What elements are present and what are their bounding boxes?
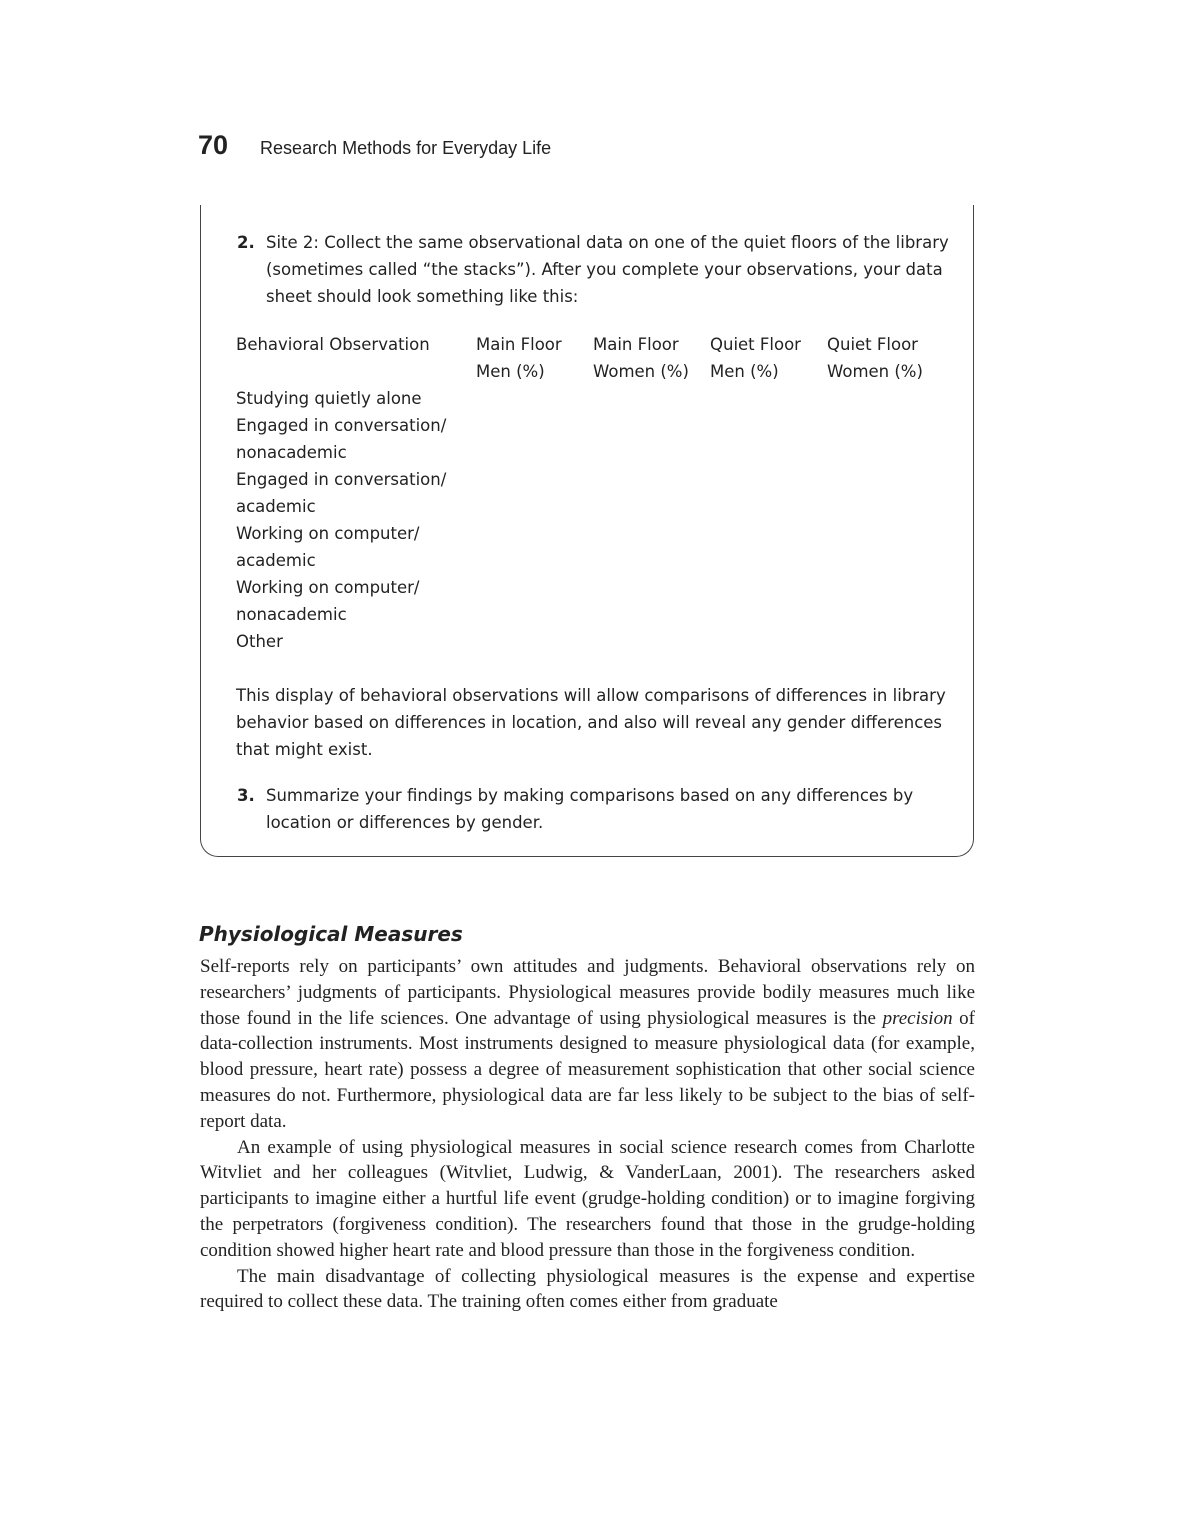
book-title: Research Methods for Everyday Life xyxy=(260,138,552,158)
section-body xyxy=(200,954,975,1315)
data-sheet-header xyxy=(236,331,956,385)
table-row: Studying quietly alone xyxy=(236,389,422,408)
running-head xyxy=(198,130,551,161)
step-text: Site 2: Collect the same observational data on one of the quiet floors of the library (sometimes called “the stacks”). After you complete your observations, your data sheet should look something like this: xyxy=(266,233,949,306)
activity-step-2 xyxy=(237,229,951,310)
body-paragraph-3: The main disadvantage of collecting physiological measures is the expense and expertise required to collect these data. The training often comes either from graduate xyxy=(200,1265,975,1313)
activity-step-3 xyxy=(237,782,951,836)
step-number: 2. xyxy=(237,233,255,252)
column-header-quiet-floor-women: Quiet Floor Women (%) xyxy=(827,335,923,381)
step-text: Summarize your findings by making comparisons based on any differences by location or differences by gender. xyxy=(266,786,914,832)
observation-data-sheet xyxy=(236,331,956,655)
section-heading: Physiological Measures xyxy=(199,922,463,946)
column-header-main-floor-women: Main Floor Women (%) xyxy=(593,335,689,381)
table-row: Engaged in conversation/ academic xyxy=(236,470,447,516)
table-row: Working on computer/ academic xyxy=(236,524,420,570)
display-explanation: This display of behavioral observations will allow comparisons of differences in library behavior based on differences in location, and also will reveal any gender differences that might exist. xyxy=(236,686,946,759)
column-header-main-floor-men: Main Floor Men (%) xyxy=(476,335,562,381)
table-row: Engaged in conversation/ nonacademic xyxy=(236,416,447,462)
page-number: 70 xyxy=(198,130,229,160)
table-row: Other xyxy=(236,632,283,651)
table-row: Working on computer/ nonacademic xyxy=(236,578,420,624)
body-paragraph-2: An example of using physiological measures in social science research comes from Charlotte Witvliet and her colleagues (Witvliet, Ludwig, & VanderLaan, 2001). The researchers asked participants to imagine either a hurtful life event (grudge-holding condition) or to imagine forgiving the perpetrators (forgiveness condition). The researchers found that those in the grudge-holding condition showed higher heart rate and blood pressure than those in the forgiveness condition. xyxy=(200,1136,975,1261)
step-number: 3. xyxy=(237,786,255,805)
emphasis-precision: precision xyxy=(882,1007,953,1029)
activity-box xyxy=(200,205,974,857)
column-header-quiet-floor-men: Quiet Floor Men (%) xyxy=(710,335,801,381)
column-header-behavioral-observation: Behavioral Observation xyxy=(236,335,430,354)
body-paragraph-1: Self-reports rely on participants’ own attitudes and judgments. Behavioral observations rely on researchers’ judgments of participants. Physiological measures provide bodily measures much like those found in the life sciences. One advantage of using physiological measures is the precision of data-collection instruments. Most instruments designed to measure physiological data (for example, blood pressure, heart rate) possess a degree of measurement sophistication that other social science measures do not. Furthermore, physiological data are far less likely to be subject to the bias of self-report data. xyxy=(200,956,975,1132)
data-sheet-rows xyxy=(236,385,956,655)
